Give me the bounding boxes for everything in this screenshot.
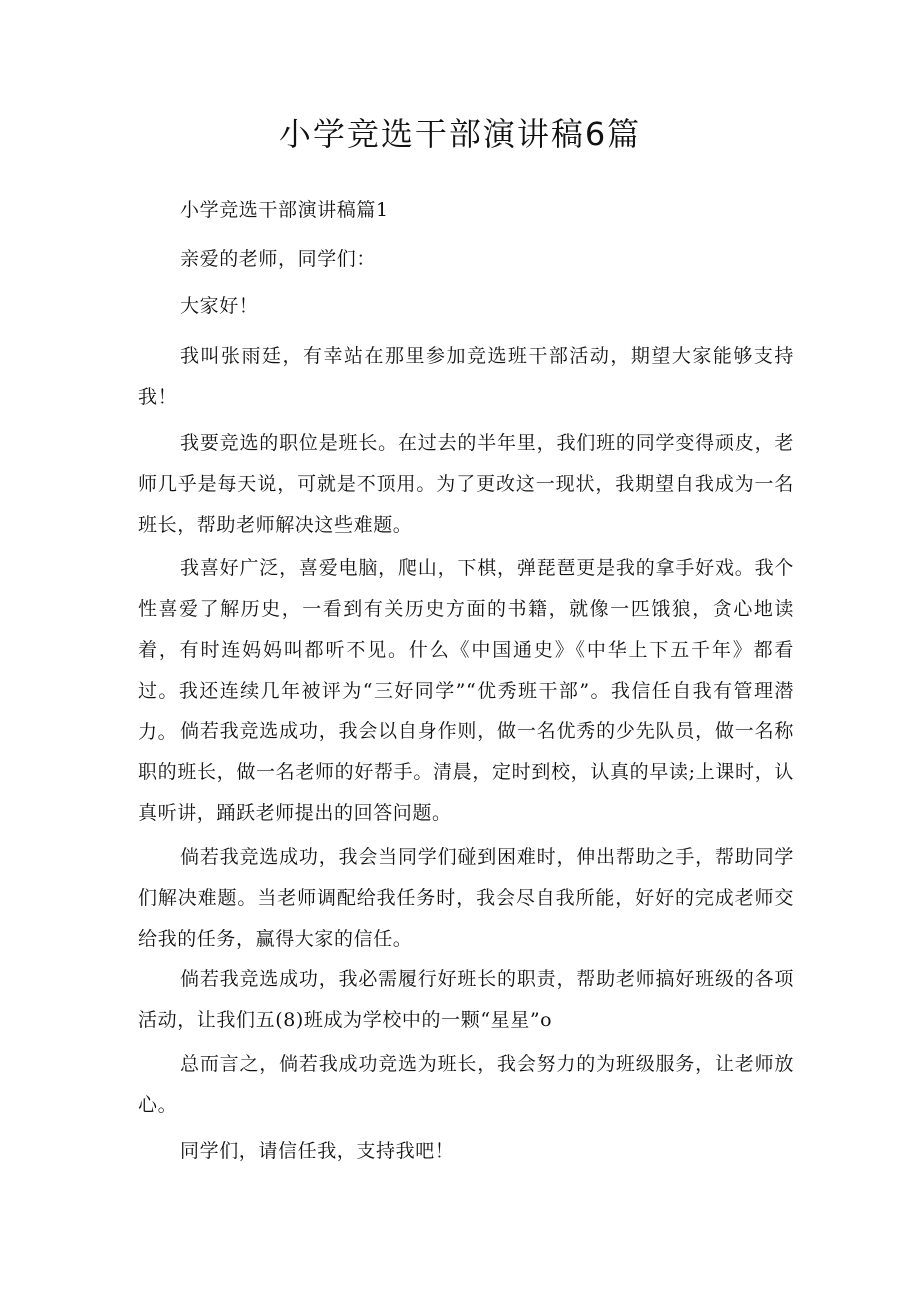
section-heading: 小学竞选干部演讲稿篇1 xyxy=(180,199,389,221)
document-title: 小学竞选干部演讲稿6篇 xyxy=(278,115,642,153)
intro-paragraph: 我叫张雨廷，有幸站在那里参加竞选班干部活动，期望大家能够支持我！ xyxy=(138,345,794,408)
position-paragraph: 我要竞选的职位是班长。在过去的半年里，我们班的同学变得顽皮，老师几乎是每天说，可就是不顶用。为了更改这一现状，我期望自我成为一名班长，帮助老师解决这些难题。 xyxy=(138,432,794,536)
promise-paragraph-1: 倘若我竞选成功，我会以自身作则，做一名优秀的少先队员，做一名称职的班长，做一名老师的好帮手。清晨，定时到校，认真的早读;上课时，认真听讲，踊跃老师提出的回答问题。 xyxy=(138,720,794,824)
greeting-paragraph: 亲爱的老师，同学们： xyxy=(180,248,377,270)
hello-paragraph: 大家好！ xyxy=(180,295,259,317)
summary-paragraph: 总而言之，倘若我成功竞选为班长，我会努力的为班级服务，让老师放心。 xyxy=(138,1053,794,1116)
closing-paragraph: 同学们，请信任我，支持我吧！ xyxy=(180,1140,455,1162)
promise-paragraph-3: 倘若我竞选成功，我必需履行好班长的职责，帮助老师搞好班级的各项活动，让我们五(8)班成为学校中的一颗“星星”o xyxy=(138,968,794,1031)
hobbies-paragraph: 我喜好广泛，喜爱电脑，爬山，下棋，弹琵琶更是我的拿手好戏。我个性喜爱了解历史，一看到有关历史方面的书籍，就像一匹饿狼，贪心地读着，有时连妈妈叫都听不见。什么《中国通史》《中华上下五千年》都看过。我还连续几年被评为“三好同学”“优秀班干部”。我信任自我有管理潜力。 xyxy=(138,557,794,743)
promise-paragraph-2: 倘若我竞选成功，我会当同学们碰到困难时，伸出帮助之手，帮助同学们解决难题。当老师调配给我任务时，我会尽自我所能，好好的完成老师交给我的任务，赢得大家的信任。 xyxy=(138,846,794,950)
